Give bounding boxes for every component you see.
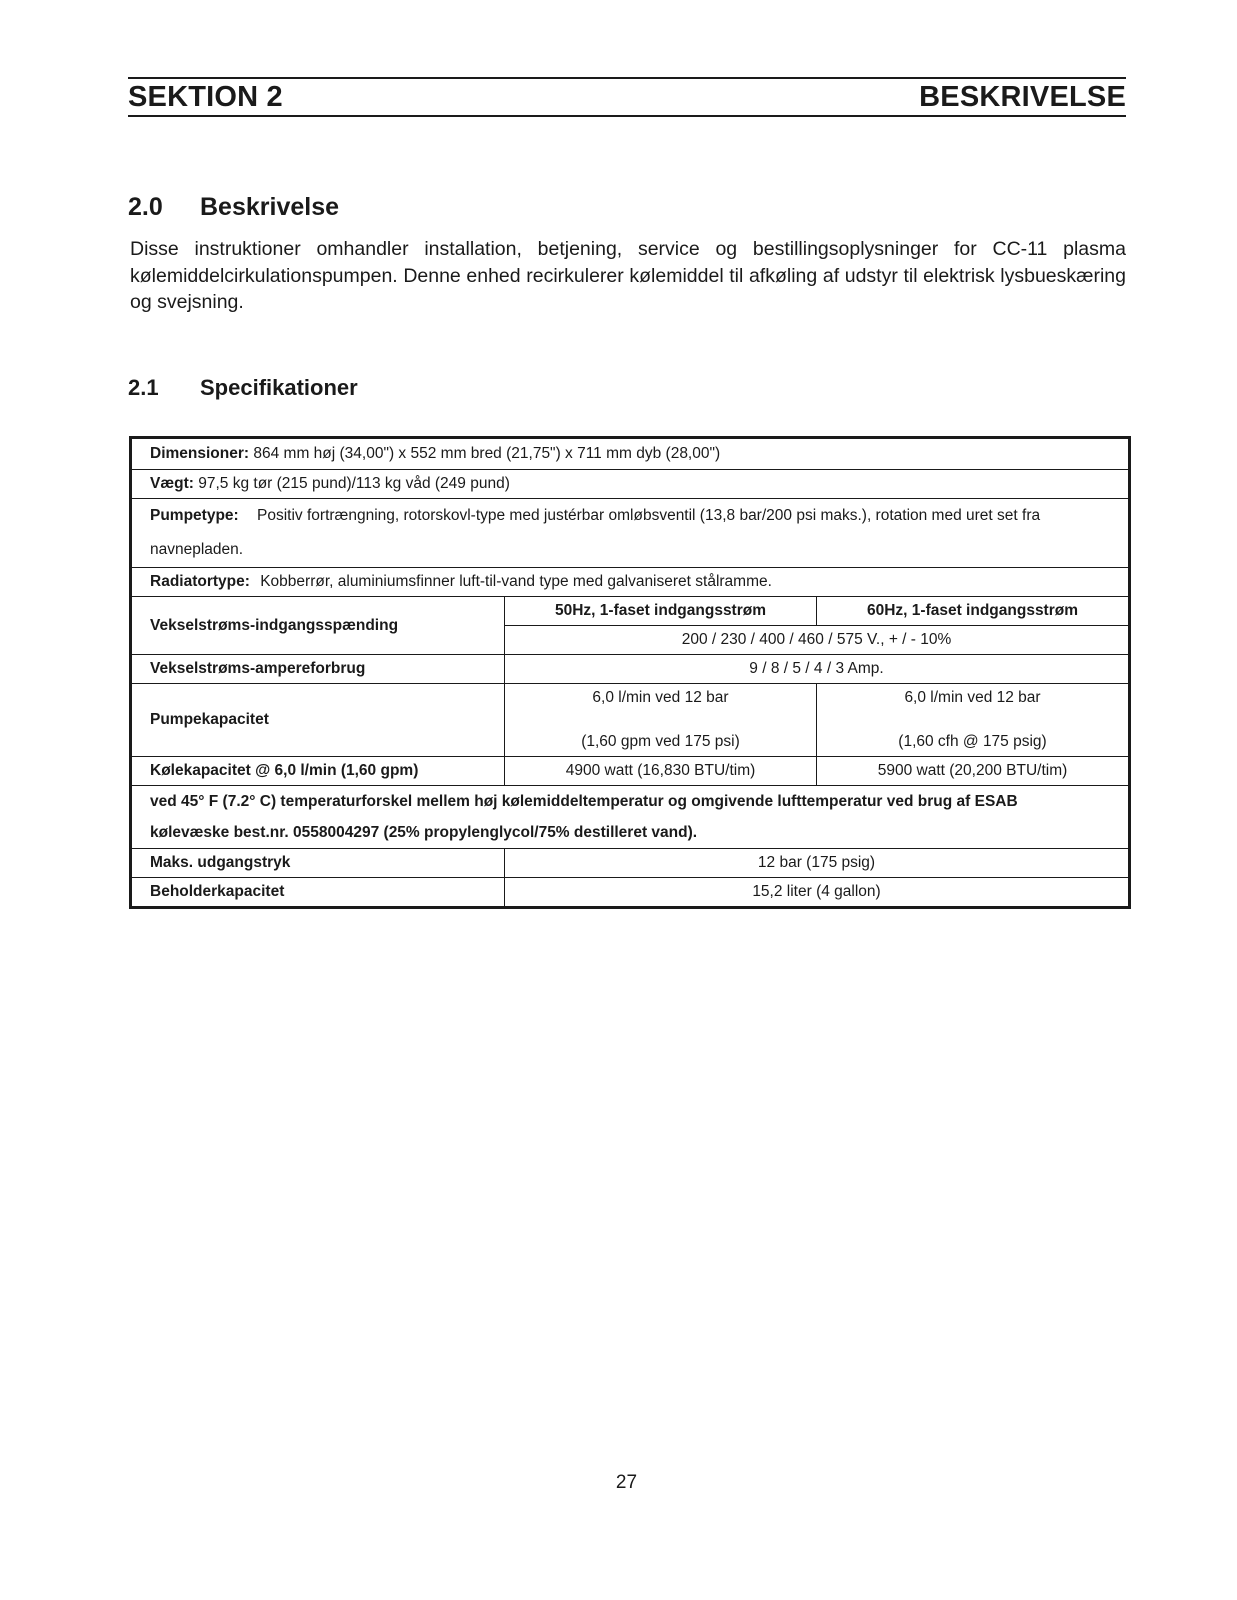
amp-label-cell: [131, 655, 505, 684]
specifications-table: [129, 436, 1131, 909]
radiator-cell: [131, 568, 1130, 597]
table-row: [131, 470, 1130, 499]
radiator-label: Radiatortype:: [150, 573, 250, 590]
tank-label: Beholderkapacitet: [150, 883, 285, 900]
cooling-label-cell: [131, 757, 505, 786]
tank-value: 15,2 liter (4 gallon): [505, 878, 1130, 908]
max-pressure-value: 12 bar (175 psig): [505, 849, 1130, 878]
voltage-label: Vekselstrøms-indgangsspænding: [150, 616, 399, 634]
weight-label: Vægt:: [150, 475, 194, 492]
cooling-note-cell: [131, 786, 1130, 849]
table-row: [131, 849, 1130, 878]
amp-label: Vekselstrøms-ampereforbrug: [150, 660, 366, 677]
radiator-value: Kobberrør, aluminiumsfinner luft-til-vand type med galvaniseret stålramme.: [260, 573, 772, 590]
voltage-value: 200 / 230 / 400 / 460 / 575 V., + / - 10%: [505, 626, 1130, 655]
col-header-50hz-text: 50Hz, 1-faset indgangsstrøm: [554, 602, 767, 619]
dimensions-value: 864 mm høj (34,00") x 552 mm bred (21,75") x 711 mm dyb (28,00"): [253, 445, 721, 462]
cooling-60hz: 5900 watt (20,200 BTU/tim): [817, 757, 1130, 786]
capacity-60hz-line2: (1,60 cfh @ 175 psig): [898, 733, 1047, 750]
page-number: 27: [615, 1472, 638, 1493]
section-label: SEKTION 2: [128, 80, 283, 113]
tank-label-cell: [131, 878, 505, 908]
cooling-50hz: 4900 watt (16,830 BTU/tim): [505, 757, 817, 786]
pump-type-value: Positiv fortrængning, rotorskovl-type med justérbar omløbsventil (13,8 bar/200 psi maks.), rotation med uret set fra: [257, 507, 1041, 524]
weight-value: 97,5 kg tør (215 pund)/113 kg våd (249 pund): [198, 475, 510, 492]
amp-value: 9 / 8 / 5 / 4 / 3 Amp.: [505, 655, 1130, 684]
col-header-50hz: [505, 597, 817, 626]
dimensions-cell: [131, 438, 1130, 470]
table-row: [131, 568, 1130, 597]
capacity-60hz: [817, 684, 1130, 757]
dimensions-label: Dimensioner:: [150, 445, 250, 462]
capacity-50hz: [505, 684, 817, 757]
table-row: [131, 786, 1130, 849]
capacity-50hz-line1: 6,0 l/min ved 12 bar: [592, 689, 729, 706]
heading-number: 2.1: [128, 375, 159, 400]
table-row: [131, 655, 1130, 684]
max-pressure-label-cell: [131, 849, 505, 878]
cooling-note-line1: ved 45° F (7.2° C) temperaturforskel mellem høj kølemiddeltemperatur og omgivende lufttemperatur ved brug af ESAB: [150, 793, 1018, 810]
table-row: [131, 684, 1130, 757]
intro-paragraph: Disse instruktioner omhandler installation, betjening, service og bestillingsoplysninger for CC-11 plasma kølemiddelcirkulationspumpen. Denne enhed recirkulerer kølemiddel til afkøling af udstyr til elektrisk lysbueskæring og svejsning.: [130, 238, 1126, 313]
heading-2-0: [128, 193, 339, 222]
col-header-60hz: [817, 597, 1130, 626]
col-header-60hz-text: 60Hz, 1-faset indgangsstrøm: [866, 602, 1079, 619]
weight-cell: [131, 470, 1130, 499]
heading-2-1: [128, 375, 358, 401]
heading-title: Beskrivelse: [200, 193, 340, 221]
pump-type-value-cont: navnepladen.: [150, 541, 244, 558]
table-row: [131, 597, 1130, 626]
heading-title: Specifikationer: [200, 375, 358, 400]
max-pressure-label: Maks. udgangstryk: [150, 854, 291, 871]
table-row: [131, 438, 1130, 470]
voltage-label-cell: [131, 597, 505, 655]
capacity-label: Pumpekapacitet: [150, 711, 269, 728]
table-row: [131, 499, 1130, 568]
cooling-note-line2: kølevæske best.nr. 0558004297 (25% propylenglycol/75% destilleret vand).: [150, 824, 698, 841]
table-row: [131, 757, 1130, 786]
section-title: BESKRIVELSE: [919, 80, 1126, 113]
cooling-label: Kølekapacitet @ 6,0 l/min (1,60 gpm): [150, 762, 419, 779]
capacity-label-cell: [131, 684, 505, 757]
page-header: [128, 77, 1126, 117]
capacity-50hz-line2: (1,60 gpm ved 175 psi): [581, 733, 740, 750]
pump-type-cell: [131, 499, 1130, 568]
heading-number: 2.0: [128, 193, 163, 221]
capacity-60hz-line1: 6,0 l/min ved 12 bar: [904, 689, 1041, 706]
pump-type-label: Pumpetype:: [150, 507, 239, 524]
table-row: [131, 878, 1130, 908]
